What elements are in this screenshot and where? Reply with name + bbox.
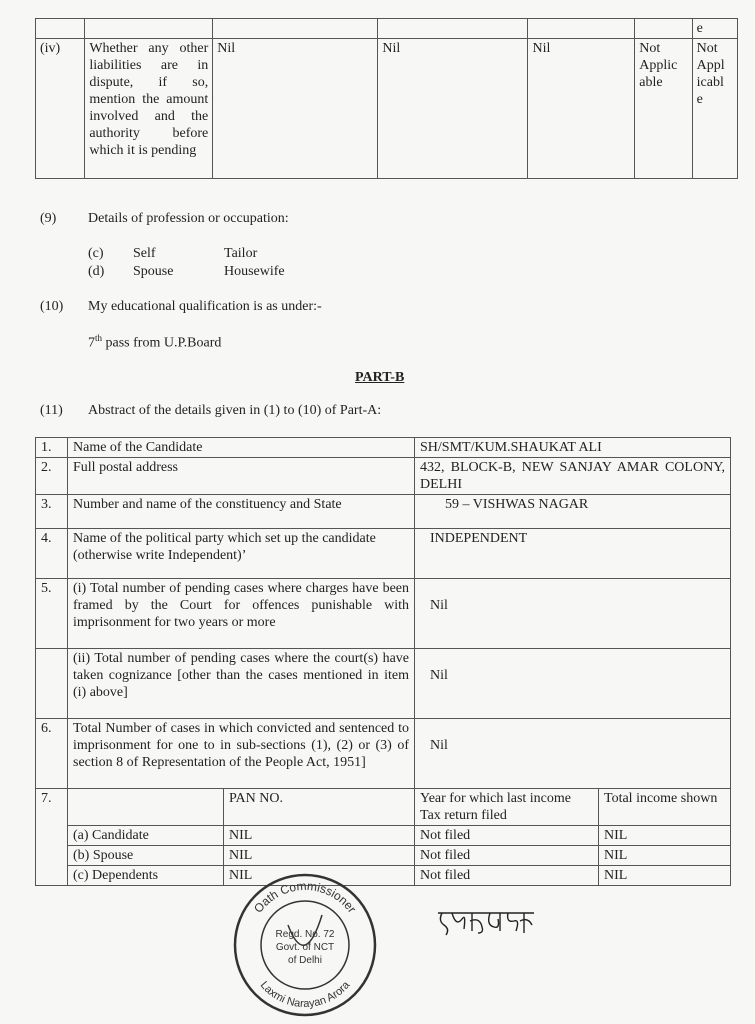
row-label: Name of the political party which set up the candidate (otherwise write Independent)’ xyxy=(68,529,415,579)
liabilities-table xyxy=(35,18,738,179)
row-value: Nil xyxy=(415,579,731,649)
seal-bottom-text: Laxmi Narayan Arora xyxy=(257,979,353,1011)
row-label: Full postal address xyxy=(68,458,415,495)
liability-question: Whether any other liabilities are in dispute, if so, mention the amount involved and the authority before which it is pending xyxy=(85,39,213,179)
entry-pan: NIL xyxy=(224,846,415,866)
row-value: Nil xyxy=(415,719,731,789)
entry-year: Not filed xyxy=(415,866,599,886)
section-number: (10) xyxy=(40,299,64,314)
part-b-heading: PART-B xyxy=(355,370,405,385)
cell-value: Nil xyxy=(528,39,635,179)
entry-who: (a) Candidate xyxy=(68,826,224,846)
row-number: 6. xyxy=(36,719,68,789)
entry-who: (c) Dependents xyxy=(68,866,224,886)
row-number: (iv) xyxy=(36,39,85,179)
abstract-table xyxy=(35,437,731,886)
section-number: (11) xyxy=(40,403,63,418)
row-value: Nil xyxy=(415,649,731,719)
entry-pan: NIL xyxy=(224,826,415,846)
row-label: Total Number of cases in which convicted and sentenced to imprisonment for one to in sub-sections (1), (2) or (3) of section 8 of Representation of the People Act, 1951] xyxy=(68,719,415,789)
seal-line: Govt. of NCT xyxy=(275,942,335,953)
section-title: Details of profession or occupation: xyxy=(88,211,289,226)
candidate-signature xyxy=(436,907,536,937)
row-value: SH/SMT/KUM.SHAUKAT ALI xyxy=(415,438,731,458)
income-header: Total income shown xyxy=(599,789,731,826)
entry-income: NIL xyxy=(599,866,731,886)
item-who: Self xyxy=(133,246,156,261)
entry-year: Not filed xyxy=(415,826,599,846)
entry-who: (b) Spouse xyxy=(68,846,224,866)
entry-income: NIL xyxy=(599,846,731,866)
section-title: Abstract of the details given in (1) to (10) of Part-A: xyxy=(88,403,382,418)
item-label: (d) xyxy=(88,264,105,279)
item-who: Spouse xyxy=(133,264,174,279)
item-label: (c) xyxy=(88,246,104,261)
seal-line: of Delhi xyxy=(288,955,322,966)
cell-value: Nil xyxy=(378,39,528,179)
item-value: Housewife xyxy=(224,264,285,279)
row-number: 7. xyxy=(36,789,68,886)
row-number: 2. xyxy=(36,458,68,495)
seal-line: Regd. No. 72 xyxy=(275,929,335,940)
row-label: (ii) Total number of pending cases where the court(s) have taken cognizance [other than the cases mentioned in item (i) above] xyxy=(68,649,415,719)
cell-value: Not Applic able xyxy=(635,39,692,179)
row-number xyxy=(36,649,68,719)
item-value: Tailor xyxy=(224,246,258,261)
row-label: (i) Total number of pending cases where charges have been framed by the Court for offences punishable with imprisonment for two years or more xyxy=(68,579,415,649)
row-number: 3. xyxy=(36,495,68,529)
education-value: 7th pass from U.P.Board xyxy=(88,333,222,351)
row-number: 5. xyxy=(36,579,68,649)
section-title: My educational qualification is as under:- xyxy=(88,299,322,314)
seal-top-text: Oath Commissioner xyxy=(251,878,360,916)
entry-income: NIL xyxy=(599,826,731,846)
tax-year-header: Year for which last income Tax return filed xyxy=(415,789,599,826)
cell-value: Not Appl icabl e xyxy=(692,39,737,179)
row-label: Name of the Candidate xyxy=(68,438,415,458)
trailing-e: e xyxy=(692,19,737,39)
cell-value: Nil xyxy=(213,39,378,179)
row-value: 59 – VISHWAS NAGAR xyxy=(415,495,731,529)
row-number: 4. xyxy=(36,529,68,579)
oath-commissioner-seal xyxy=(230,870,380,1020)
row-label: Number and name of the constituency and State xyxy=(68,495,415,529)
row-number: 1. xyxy=(36,438,68,458)
section-number: (9) xyxy=(40,211,57,226)
pan-header: PAN NO. xyxy=(224,789,415,826)
svg-text:Oath Commissioner xyxy=(251,879,359,916)
entry-year: Not filed xyxy=(415,846,599,866)
row-value: INDEPENDENT xyxy=(415,529,731,579)
row-value: 432, BLOCK-B, NEW SANJAY AMAR COLONY, DELHI xyxy=(415,458,731,495)
entry-pan: NIL xyxy=(224,866,415,886)
